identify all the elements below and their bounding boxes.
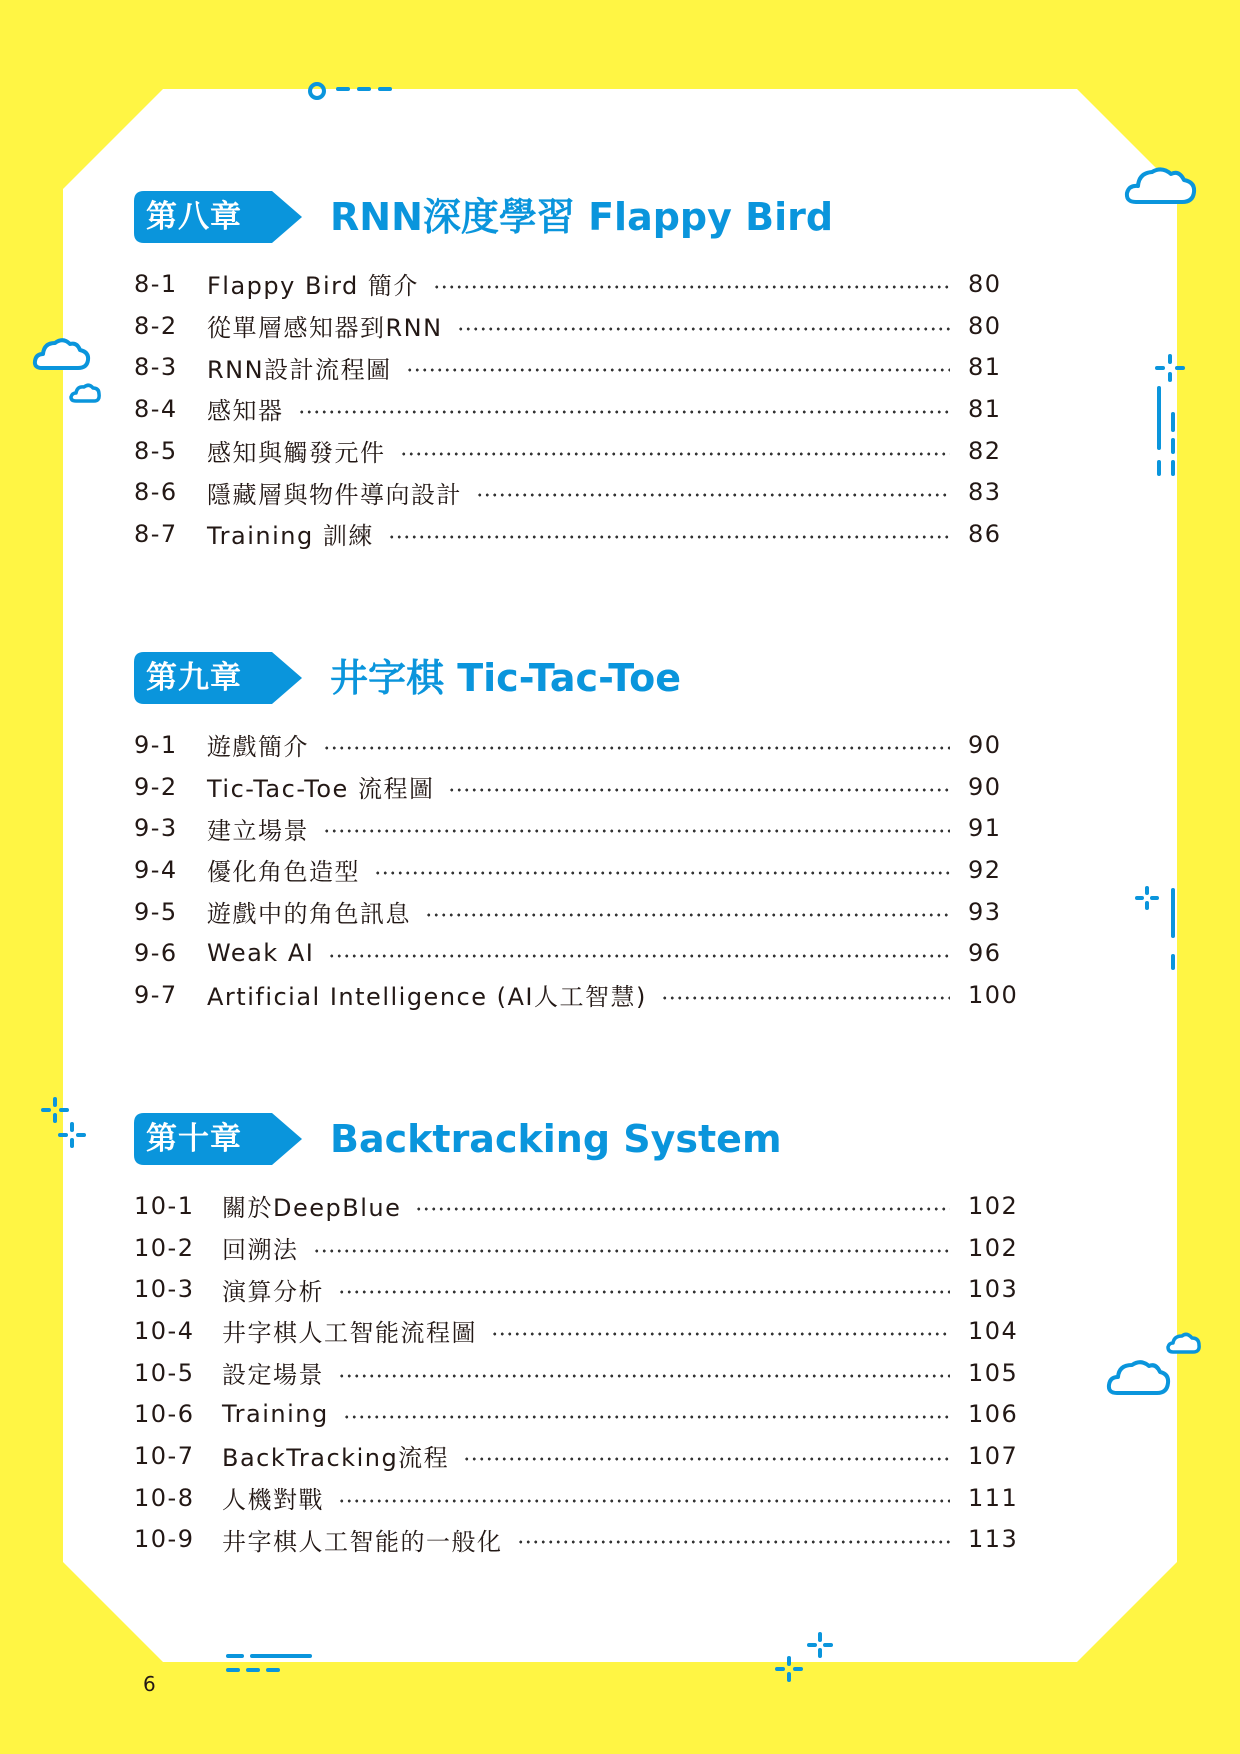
section-title: 隱藏層與物件導向設計 <box>207 480 462 509</box>
chapter-label: 第八章 <box>146 199 242 235</box>
page-ref: 100 <box>968 980 1019 1009</box>
page-ref: 106 <box>968 1400 1019 1429</box>
dot-leader <box>338 1290 950 1294</box>
section-title: Artificial Intelligence (AI人工智慧) <box>207 983 647 1012</box>
toc-entry[interactable] <box>134 263 1034 305</box>
dot-leader <box>463 1457 950 1461</box>
page-ref: 83 <box>968 478 1002 507</box>
toc-entry[interactable] <box>134 891 1034 933</box>
toc-entry[interactable] <box>134 1227 1034 1269</box>
section-number: 10-7 <box>134 1441 195 1470</box>
toc-list <box>134 263 1034 555</box>
toc-entry[interactable] <box>134 974 1034 1016</box>
page-ref: 91 <box>968 814 1002 843</box>
dot-leader <box>517 1540 951 1544</box>
page-ref: 80 <box>968 311 1002 340</box>
section-number: 10-5 <box>134 1358 195 1387</box>
small-cloud-icon <box>69 381 103 405</box>
page-number: 6 <box>143 1672 156 1696</box>
chapter-title: RNN深度學習 Flappy Bird <box>330 195 834 239</box>
section-number: 9-3 <box>134 814 178 843</box>
dot-leader <box>448 788 950 792</box>
dot-leader <box>323 829 950 833</box>
chapter-title: 井字棋 Tic-Tac-Toe <box>330 656 682 700</box>
section-title: 遊戲簡介 <box>207 733 309 762</box>
section-number: 8-2 <box>134 311 178 340</box>
dot-leader <box>457 327 950 331</box>
section-number: 10-3 <box>134 1275 195 1304</box>
page-ref: 82 <box>968 436 1002 465</box>
section-number: 10-9 <box>134 1525 195 1554</box>
page-ref: 103 <box>968 1275 1019 1304</box>
section-number: 9-1 <box>134 730 178 759</box>
dot-leader <box>476 493 950 497</box>
section-number: 10-4 <box>134 1316 195 1345</box>
dot-leader <box>415 1207 950 1211</box>
section-number: 8-3 <box>134 353 178 382</box>
section-number: 8-4 <box>134 394 178 423</box>
section-number: 9-5 <box>134 897 178 926</box>
dot-leader <box>400 452 951 456</box>
section-number: 10-1 <box>134 1191 195 1220</box>
toc-entry[interactable] <box>134 1310 1034 1352</box>
cloud-icon <box>1124 164 1198 208</box>
toc-entry[interactable] <box>134 430 1034 472</box>
dot-leader <box>323 746 950 750</box>
section-title: Tic-Tac-Toe 流程圖 <box>207 775 435 804</box>
chapter-label-chip <box>134 652 304 704</box>
toc-entry[interactable] <box>134 388 1034 430</box>
chapter-label: 第九章 <box>146 660 242 696</box>
toc-entry[interactable] <box>134 471 1034 513</box>
section-number: 10-8 <box>134 1483 195 1512</box>
section-title: 關於DeepBlue <box>222 1194 402 1223</box>
toc-entry[interactable] <box>134 1393 1034 1435</box>
section-title: 回溯法 <box>222 1236 299 1265</box>
section-title: 感知器 <box>207 397 284 426</box>
section-number: 10-2 <box>134 1233 195 1262</box>
dot-leader <box>338 1499 950 1503</box>
section-title: 演算分析 <box>222 1277 324 1306</box>
toc-entry[interactable] <box>134 513 1034 555</box>
section-title: Training <box>222 1400 329 1429</box>
section-title: Weak AI <box>207 939 315 968</box>
section-number: 9-7 <box>134 980 178 1009</box>
dot-leader <box>374 871 950 875</box>
toc-entry[interactable] <box>134 1185 1034 1227</box>
section-title: 設定場景 <box>222 1361 324 1390</box>
dot-leader <box>338 1374 950 1378</box>
chapter-title: Backtracking System <box>330 1117 782 1161</box>
page-ref: 102 <box>968 1191 1019 1220</box>
section-title: 井字棋人工智能的一般化 <box>222 1527 503 1556</box>
section-number: 9-4 <box>134 855 178 884</box>
toc-entry[interactable] <box>134 1268 1034 1310</box>
dot-leader <box>425 913 950 917</box>
dot-leader <box>343 1415 950 1419</box>
page-ref: 93 <box>968 897 1002 926</box>
page-ref: 104 <box>968 1316 1019 1345</box>
toc-entry[interactable] <box>134 932 1034 974</box>
page-ref: 113 <box>968 1525 1019 1554</box>
section-number: 9-6 <box>134 939 178 968</box>
toc-entry[interactable] <box>134 1519 1034 1561</box>
section-title: 遊戲中的角色訊息 <box>207 900 411 929</box>
toc-entry[interactable] <box>134 807 1034 849</box>
page-ref: 86 <box>968 519 1002 548</box>
cloud-icon <box>32 334 92 374</box>
section-number: 8-6 <box>134 478 178 507</box>
section-number: 9-2 <box>134 772 178 801</box>
toc-entry[interactable] <box>134 766 1034 808</box>
section-title: 從單層感知器到RNN <box>207 314 443 343</box>
page-ref: 107 <box>968 1441 1019 1470</box>
sparkle-decoration <box>40 1096 90 1150</box>
page-ref: 102 <box>968 1233 1019 1262</box>
dash-lines-decoration <box>224 1650 314 1676</box>
circle-dash-decoration <box>306 80 416 102</box>
toc-entry[interactable] <box>134 849 1034 891</box>
section-number: 8-1 <box>134 269 178 298</box>
page-ref: 111 <box>968 1483 1019 1512</box>
page-ref: 105 <box>968 1358 1019 1387</box>
dot-leader <box>406 368 950 372</box>
sparkle-decoration <box>772 1630 836 1686</box>
chapter-label-chip <box>134 1113 304 1165</box>
page-ref: 90 <box>968 772 1002 801</box>
page-ref: 90 <box>968 730 1002 759</box>
dot-leader <box>298 410 951 414</box>
small-cloud-icon <box>1166 1330 1204 1356</box>
dot-leader <box>313 1249 951 1253</box>
toc-entry[interactable] <box>134 1435 1034 1477</box>
section-title: 人機對戰 <box>222 1486 324 1515</box>
dot-leader <box>328 954 950 958</box>
dot-leader <box>661 996 950 1000</box>
toc-entry[interactable] <box>134 1477 1034 1519</box>
toc-list <box>134 1185 1034 1560</box>
cloud-icon <box>1106 1356 1172 1398</box>
page-ref: 92 <box>968 855 1002 884</box>
section-number: 8-7 <box>134 519 178 548</box>
section-title: Training 訓練 <box>207 522 374 551</box>
toc-entry[interactable] <box>134 724 1034 766</box>
page-ref: 96 <box>968 939 1002 968</box>
sparkle-lines-decoration <box>1150 352 1190 484</box>
section-number: 8-5 <box>134 436 178 465</box>
section-title: 井字棋人工智能流程圖 <box>222 1319 477 1348</box>
page-ref: 81 <box>968 394 1002 423</box>
dot-leader <box>388 535 950 539</box>
page-ref: 80 <box>968 269 1002 298</box>
toc-entry[interactable] <box>134 1352 1034 1394</box>
toc-entry[interactable] <box>134 346 1034 388</box>
sparkle-lines-decoration <box>1133 886 1179 972</box>
dot-leader <box>433 285 950 289</box>
section-title: BackTracking流程 <box>222 1444 450 1473</box>
section-title: 感知與觸發元件 <box>207 439 386 468</box>
toc-list <box>134 724 1034 1016</box>
dot-leader <box>491 1332 950 1336</box>
section-number: 10-6 <box>134 1400 195 1429</box>
chapter-label-chip <box>134 191 304 243</box>
section-title: RNN設計流程圖 <box>207 355 392 384</box>
section-title: Flappy Bird 簡介 <box>207 272 419 301</box>
chapter-label: 第十章 <box>146 1121 242 1157</box>
toc-entry[interactable] <box>134 305 1034 347</box>
section-title: 建立場景 <box>207 816 309 845</box>
page-ref: 81 <box>968 353 1002 382</box>
section-title: 優化角色造型 <box>207 858 360 887</box>
